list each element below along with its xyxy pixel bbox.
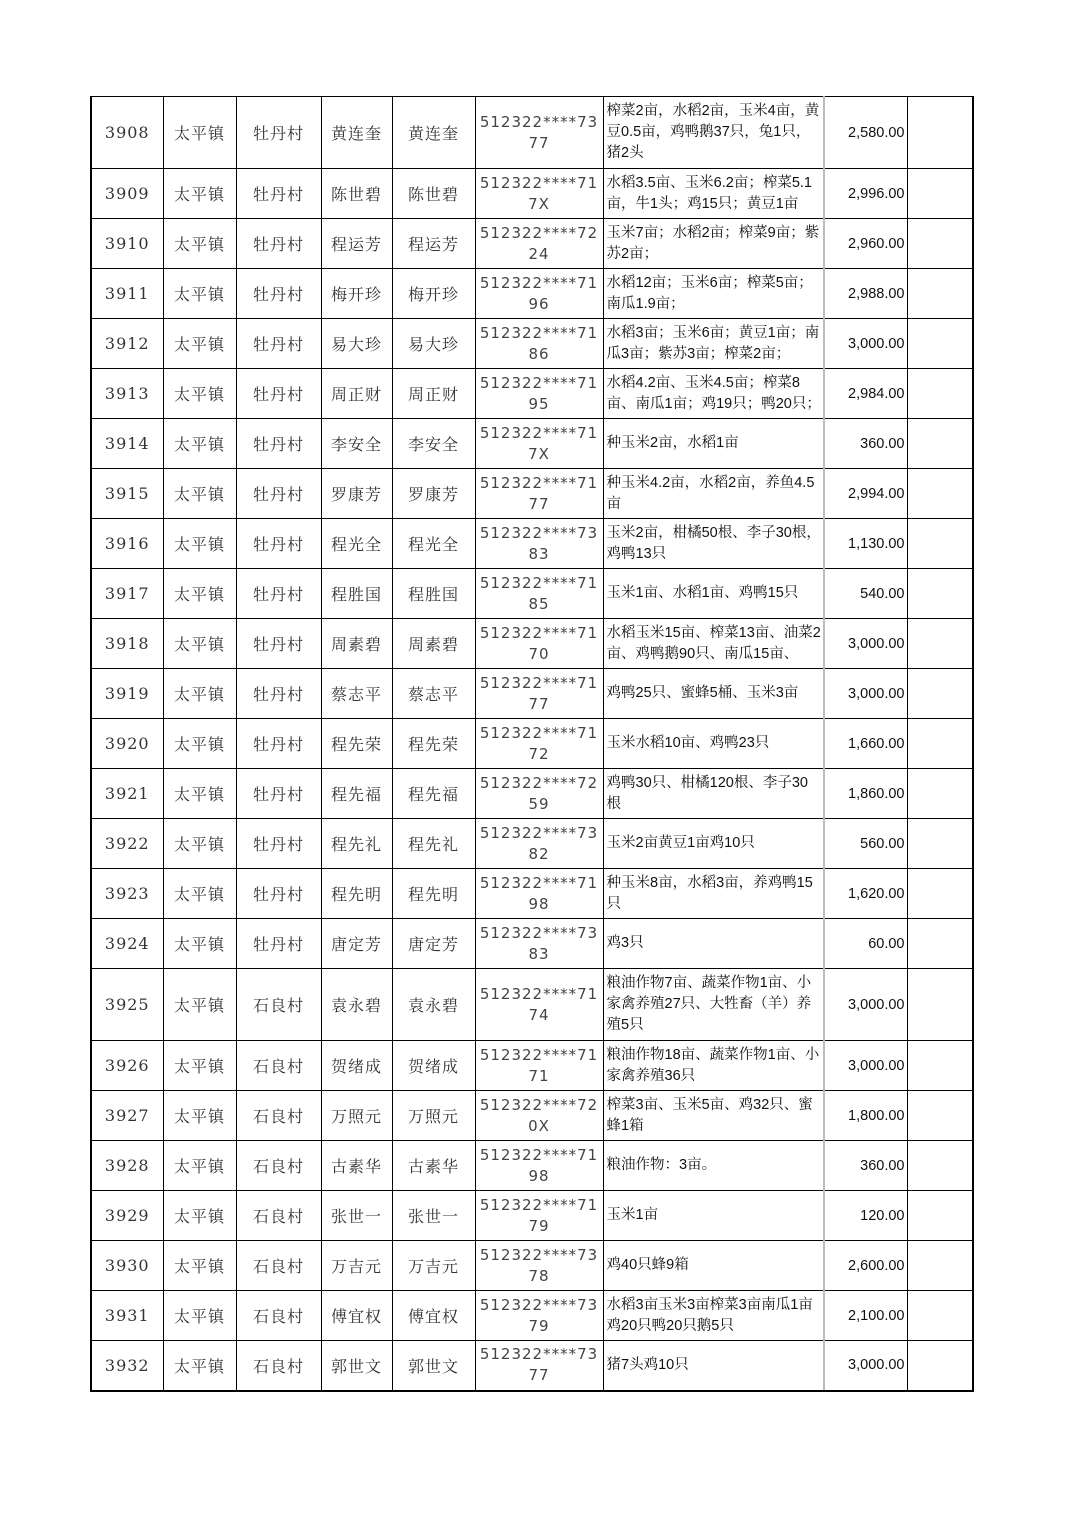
household-head-cell: 袁永碧 xyxy=(321,969,392,1041)
village-cell: 牡丹村 xyxy=(236,669,321,719)
remarks-cell xyxy=(907,469,973,519)
id-number-cell: 512322****7179 xyxy=(475,1191,603,1241)
town-cell: 太平镇 xyxy=(163,1091,236,1141)
household-head-cell: 贺绪成 xyxy=(321,1041,392,1091)
id-number-cell: 512322****7177 xyxy=(475,469,603,519)
remarks-cell xyxy=(907,969,973,1041)
town-cell: 太平镇 xyxy=(163,369,236,419)
production-description-cell xyxy=(603,769,824,819)
remarks-cell xyxy=(907,1141,973,1191)
town-cell: 太平镇 xyxy=(163,919,236,969)
remarks-cell xyxy=(907,319,973,369)
subsidy-amount-cell: 3,000.00 xyxy=(824,619,907,669)
row-number-cell: 3911 xyxy=(91,269,163,319)
household-head-cell: 程先荣 xyxy=(321,719,392,769)
id-number-cell: 512322****7382 xyxy=(475,819,603,869)
production-description-cell xyxy=(603,419,824,469)
remarks-cell xyxy=(907,719,973,769)
table-row xyxy=(91,169,973,219)
household-head-cell: 程运芳 xyxy=(321,219,392,269)
subsidy-amount-cell: 2,994.00 xyxy=(824,469,907,519)
recipient-name-cell: 万照元 xyxy=(392,1091,475,1141)
table-row xyxy=(91,419,973,469)
production-description-cell xyxy=(603,719,824,769)
village-cell: 牡丹村 xyxy=(236,219,321,269)
recipient-name-cell: 程光全 xyxy=(392,519,475,569)
household-head-cell: 唐定芳 xyxy=(321,919,392,969)
recipient-name-cell: 万吉元 xyxy=(392,1241,475,1291)
recipient-name-cell: 袁永碧 xyxy=(392,969,475,1041)
row-number-cell: 3932 xyxy=(91,1341,163,1391)
subsidy-amount-cell: 1,660.00 xyxy=(824,719,907,769)
town-cell: 太平镇 xyxy=(163,619,236,669)
town-cell: 太平镇 xyxy=(163,1241,236,1291)
recipient-name-cell: 程先礼 xyxy=(392,819,475,869)
household-head-cell: 周素碧 xyxy=(321,619,392,669)
recipient-name-cell: 郭世文 xyxy=(392,1341,475,1391)
village-cell: 石良村 xyxy=(236,1341,321,1391)
subsidy-amount-cell: 2,580.00 xyxy=(824,97,907,169)
remarks-cell xyxy=(907,269,973,319)
subsidy-amount-cell: 120.00 xyxy=(824,1191,907,1241)
id-number-cell: 512322****7198 xyxy=(475,1141,603,1191)
table-row xyxy=(91,519,973,569)
production-description-cell xyxy=(603,569,824,619)
village-cell: 牡丹村 xyxy=(236,919,321,969)
village-cell: 牡丹村 xyxy=(236,469,321,519)
description-text: 种玉米2亩，水稻1亩 xyxy=(606,435,739,451)
row-number-cell: 3926 xyxy=(91,1041,163,1091)
town-cell: 太平镇 xyxy=(163,1191,236,1241)
town-cell: 太平镇 xyxy=(163,869,236,919)
production-description-cell xyxy=(603,1241,824,1291)
description-text: 种玉米4.2亩，水稻2亩，养鱼4.5亩 xyxy=(606,474,815,512)
remarks-cell xyxy=(907,1241,973,1291)
description-text: 榨菜3亩、玉米5亩、鸡32只、蜜蜂1箱 xyxy=(606,1096,813,1134)
recipient-name-cell: 易大珍 xyxy=(392,319,475,369)
row-number-cell: 3929 xyxy=(91,1191,163,1241)
household-head-cell: 程光全 xyxy=(321,519,392,569)
village-cell: 石良村 xyxy=(236,1191,321,1241)
village-cell: 牡丹村 xyxy=(236,619,321,669)
town-cell: 太平镇 xyxy=(163,969,236,1041)
description-text: 玉米7亩；水稻2亩；榨菜9亩；紫苏2亩； xyxy=(606,224,820,262)
row-number-cell: 3912 xyxy=(91,319,163,369)
household-head-cell: 万吉元 xyxy=(321,1241,392,1291)
table-row xyxy=(91,1241,973,1291)
remarks-cell xyxy=(907,1191,973,1241)
village-cell: 牡丹村 xyxy=(236,319,321,369)
row-number-cell: 3922 xyxy=(91,819,163,869)
table-row xyxy=(91,969,973,1041)
subsidy-amount-cell: 360.00 xyxy=(824,1141,907,1191)
subsidy-amount-cell: 1,860.00 xyxy=(824,769,907,819)
recipient-name-cell: 张世一 xyxy=(392,1191,475,1241)
description-text: 水稻3.5亩、玉米6.2亩；榨菜5.1亩，牛1头；鸡15只；黄豆1亩 xyxy=(606,174,812,212)
recipient-name-cell: 程先福 xyxy=(392,769,475,819)
id-number-cell: 512322****7186 xyxy=(475,319,603,369)
household-head-cell: 黄连奎 xyxy=(321,97,392,169)
table-row xyxy=(91,269,973,319)
description-text: 鸡40只蜂9箱 xyxy=(606,1257,689,1273)
production-description-cell xyxy=(603,619,824,669)
row-number-cell: 3910 xyxy=(91,219,163,269)
description-text: 水稻玉米15亩、榨菜13亩、油菜2亩、鸡鸭鹅90只、南瓜15亩、 xyxy=(606,624,821,662)
description-text: 鸡鸭25只、蜜蜂5桶、玉米3亩 xyxy=(606,685,799,701)
description-text: 水稻3亩玉米3亩榨菜3亩南瓜1亩鸡20只鸭20只鹅5只 xyxy=(606,1296,813,1334)
production-description-cell xyxy=(603,1291,824,1341)
table-row xyxy=(91,1191,973,1241)
town-cell: 太平镇 xyxy=(163,1341,236,1391)
household-head-cell: 傅宜权 xyxy=(321,1291,392,1341)
description-text: 玉米1亩、水稻1亩、鸡鸭15只 xyxy=(606,585,799,601)
village-cell: 牡丹村 xyxy=(236,569,321,619)
recipient-name-cell: 程胜国 xyxy=(392,569,475,619)
production-description-cell xyxy=(603,369,824,419)
description-text: 水稻3亩；玉米6亩；黄豆1亩；南瓜3亩；紫苏3亩；榨菜2亩； xyxy=(606,324,820,362)
id-number-cell: 512322****7383 xyxy=(475,919,603,969)
subsidy-amount-cell: 2,988.00 xyxy=(824,269,907,319)
description-text: 粮油作物：3亩。 xyxy=(606,1157,717,1173)
table-row xyxy=(91,719,973,769)
subsidy-amount-cell: 2,100.00 xyxy=(824,1291,907,1341)
village-cell: 牡丹村 xyxy=(236,369,321,419)
recipient-name-cell: 程先荣 xyxy=(392,719,475,769)
production-description-cell xyxy=(603,269,824,319)
remarks-cell xyxy=(907,1291,973,1341)
recipient-name-cell: 周素碧 xyxy=(392,619,475,669)
remarks-cell xyxy=(907,619,973,669)
household-head-cell: 李安全 xyxy=(321,419,392,469)
description-text: 粮油作物18亩、蔬菜作物1亩、小家禽养殖36只 xyxy=(606,1046,820,1084)
town-cell: 太平镇 xyxy=(163,519,236,569)
table-row xyxy=(91,97,973,169)
table-row xyxy=(91,469,973,519)
remarks-cell xyxy=(907,419,973,469)
production-description-cell xyxy=(603,919,824,969)
remarks-cell xyxy=(907,97,973,169)
id-number-cell: 512322****7377 xyxy=(475,1341,603,1391)
row-number-cell: 3927 xyxy=(91,1091,163,1141)
recipient-name-cell: 周正财 xyxy=(392,369,475,419)
town-cell: 太平镇 xyxy=(163,569,236,619)
id-number-cell: 512322****7377 xyxy=(475,97,603,169)
household-head-cell: 罗康芳 xyxy=(321,469,392,519)
production-description-cell xyxy=(603,969,824,1041)
table-row xyxy=(91,1041,973,1091)
town-cell: 太平镇 xyxy=(163,819,236,869)
recipient-name-cell: 李安全 xyxy=(392,419,475,469)
row-number-cell: 3919 xyxy=(91,669,163,719)
row-number-cell: 3918 xyxy=(91,619,163,669)
recipient-name-cell: 程先明 xyxy=(392,869,475,919)
description-text: 榨菜2亩，水稻2亩，玉米4亩，黄豆0.5亩，鸡鸭鹅37只，兔1只，猪2头 xyxy=(606,103,820,161)
description-text: 玉米水稻10亩、鸡鸭23只 xyxy=(606,735,770,751)
production-description-cell xyxy=(603,1091,824,1141)
subsidy-amount-cell: 360.00 xyxy=(824,419,907,469)
id-number-cell: 512322****7177 xyxy=(475,669,603,719)
household-head-cell: 程先福 xyxy=(321,769,392,819)
household-head-cell: 蔡志平 xyxy=(321,669,392,719)
subsidy-amount-cell: 3,000.00 xyxy=(824,669,907,719)
table-row xyxy=(91,669,973,719)
village-cell: 石良村 xyxy=(236,1241,321,1291)
household-head-cell: 程先明 xyxy=(321,869,392,919)
household-head-cell: 万照元 xyxy=(321,1091,392,1141)
description-text: 玉米2亩黄豆1亩鸡10只 xyxy=(606,835,755,851)
row-number-cell: 3909 xyxy=(91,169,163,219)
subsidy-table-sheet xyxy=(90,96,974,1392)
description-text: 玉米1亩 xyxy=(606,1207,659,1223)
production-description-cell xyxy=(603,819,824,869)
household-head-cell: 陈世碧 xyxy=(321,169,392,219)
table-row xyxy=(91,1341,973,1391)
village-cell: 石良村 xyxy=(236,1141,321,1191)
production-description-cell xyxy=(603,219,824,269)
village-cell: 石良村 xyxy=(236,1291,321,1341)
remarks-cell xyxy=(907,869,973,919)
town-cell: 太平镇 xyxy=(163,419,236,469)
description-text: 猪7头鸡10只 xyxy=(606,1356,689,1373)
subsidy-amount-cell: 1,130.00 xyxy=(824,519,907,569)
description-text: 种玉米8亩，水稻3亩，养鸡鸭15只 xyxy=(606,874,813,912)
town-cell: 太平镇 xyxy=(163,719,236,769)
production-description-cell xyxy=(603,1041,824,1091)
row-number-cell: 3913 xyxy=(91,369,163,419)
recipient-name-cell: 古素华 xyxy=(392,1141,475,1191)
id-number-cell: 512322****7171 xyxy=(475,1041,603,1091)
production-description-cell xyxy=(603,469,824,519)
town-cell: 太平镇 xyxy=(163,669,236,719)
id-number-cell: 512322****7224 xyxy=(475,219,603,269)
town-cell: 太平镇 xyxy=(163,1141,236,1191)
subsidy-amount-cell: 2,600.00 xyxy=(824,1241,907,1291)
row-number-cell: 3930 xyxy=(91,1241,163,1291)
recipient-name-cell: 唐定芳 xyxy=(392,919,475,969)
village-cell: 牡丹村 xyxy=(236,769,321,819)
village-cell: 牡丹村 xyxy=(236,97,321,169)
id-number-cell: 512322****7378 xyxy=(475,1241,603,1291)
town-cell: 太平镇 xyxy=(163,97,236,169)
id-number-cell: 512322****7172 xyxy=(475,719,603,769)
town-cell: 太平镇 xyxy=(163,319,236,369)
production-description-cell xyxy=(603,1341,824,1391)
table-body xyxy=(91,97,973,1391)
household-head-cell: 张世一 xyxy=(321,1191,392,1241)
row-number-cell: 3914 xyxy=(91,419,163,469)
household-head-cell: 程先礼 xyxy=(321,819,392,869)
village-cell: 石良村 xyxy=(236,1091,321,1141)
row-number-cell: 3908 xyxy=(91,97,163,169)
town-cell: 太平镇 xyxy=(163,1041,236,1091)
town-cell: 太平镇 xyxy=(163,1291,236,1341)
id-number-cell: 512322****7196 xyxy=(475,269,603,319)
subsidy-amount-cell: 2,984.00 xyxy=(824,369,907,419)
subsidy-amount-cell: 3,000.00 xyxy=(824,1341,907,1391)
household-head-cell: 程胜国 xyxy=(321,569,392,619)
id-number-cell: 512322****7259 xyxy=(475,769,603,819)
id-number-cell: 512322****7195 xyxy=(475,369,603,419)
id-number-cell: 512322****7379 xyxy=(475,1291,603,1341)
subsidy-amount-cell: 1,620.00 xyxy=(824,869,907,919)
description-text: 水稻4.2亩、玉米4.5亩；榨菜8亩、南瓜1亩；鸡19只；鸭20只； xyxy=(606,374,821,412)
village-cell: 石良村 xyxy=(236,1041,321,1091)
subsidy-amount-cell: 3,000.00 xyxy=(824,969,907,1041)
row-number-cell: 3915 xyxy=(91,469,163,519)
recipient-name-cell: 黄连奎 xyxy=(392,97,475,169)
town-cell: 太平镇 xyxy=(163,269,236,319)
id-number-cell: 512322****720X xyxy=(475,1091,603,1141)
recipient-name-cell: 程运芳 xyxy=(392,219,475,269)
village-cell: 牡丹村 xyxy=(236,719,321,769)
remarks-cell xyxy=(907,569,973,619)
subsidy-amount-cell: 3,000.00 xyxy=(824,319,907,369)
table-row xyxy=(91,569,973,619)
remarks-cell xyxy=(907,669,973,719)
remarks-cell xyxy=(907,1041,973,1091)
remarks-cell xyxy=(907,1091,973,1141)
table-row xyxy=(91,769,973,819)
remarks-cell xyxy=(907,1341,973,1391)
table-row xyxy=(91,1091,973,1141)
table-row xyxy=(91,1141,973,1191)
remarks-cell xyxy=(907,219,973,269)
village-cell: 牡丹村 xyxy=(236,519,321,569)
household-head-cell: 易大珍 xyxy=(321,319,392,369)
village-cell: 石良村 xyxy=(236,969,321,1041)
recipient-name-cell: 陈世碧 xyxy=(392,169,475,219)
row-number-cell: 3924 xyxy=(91,919,163,969)
table-row xyxy=(91,619,973,669)
remarks-cell xyxy=(907,919,973,969)
subsidy-amount-cell: 1,800.00 xyxy=(824,1091,907,1141)
row-number-cell: 3923 xyxy=(91,869,163,919)
village-cell: 牡丹村 xyxy=(236,419,321,469)
production-description-cell xyxy=(603,1141,824,1191)
production-description-cell xyxy=(603,519,824,569)
town-cell: 太平镇 xyxy=(163,169,236,219)
subsidy-amount-cell: 60.00 xyxy=(824,919,907,969)
household-head-cell: 古素华 xyxy=(321,1141,392,1191)
row-number-cell: 3920 xyxy=(91,719,163,769)
remarks-cell xyxy=(907,769,973,819)
id-number-cell: 512322****717X xyxy=(475,169,603,219)
production-description-cell xyxy=(603,169,824,219)
remarks-cell xyxy=(907,369,973,419)
table-row xyxy=(91,319,973,369)
description-text: 水稻12亩；玉米6亩；榨菜5亩；南瓜1.9亩； xyxy=(606,274,813,312)
town-cell: 太平镇 xyxy=(163,219,236,269)
row-number-cell: 3916 xyxy=(91,519,163,569)
id-number-cell: 512322****7383 xyxy=(475,519,603,569)
row-number-cell: 3917 xyxy=(91,569,163,619)
table-row xyxy=(91,1291,973,1341)
recipient-name-cell: 蔡志平 xyxy=(392,669,475,719)
subsidy-amount-cell: 2,996.00 xyxy=(824,169,907,219)
table-row xyxy=(91,919,973,969)
description-text: 鸡鸭30只、柑橘120根、李子30根 xyxy=(606,774,808,812)
subsidy-amount-cell: 3,000.00 xyxy=(824,1041,907,1091)
production-description-cell xyxy=(603,319,824,369)
recipient-name-cell: 梅开珍 xyxy=(392,269,475,319)
production-description-cell xyxy=(603,97,824,169)
production-description-cell xyxy=(603,869,824,919)
id-number-cell: 512322****7174 xyxy=(475,969,603,1041)
id-number-cell: 512322****7170 xyxy=(475,619,603,669)
remarks-cell xyxy=(907,819,973,869)
table-row xyxy=(91,219,973,269)
production-description-cell xyxy=(603,669,824,719)
recipient-name-cell: 傅宜权 xyxy=(392,1291,475,1341)
subsidy-table xyxy=(90,96,974,1392)
village-cell: 牡丹村 xyxy=(236,869,321,919)
subsidy-amount-cell: 2,960.00 xyxy=(824,219,907,269)
subsidy-amount-cell: 560.00 xyxy=(824,819,907,869)
id-number-cell: 512322****717X xyxy=(475,419,603,469)
remarks-cell xyxy=(907,519,973,569)
row-number-cell: 3925 xyxy=(91,969,163,1041)
household-head-cell: 梅开珍 xyxy=(321,269,392,319)
town-cell: 太平镇 xyxy=(163,769,236,819)
id-number-cell: 512322****7198 xyxy=(475,869,603,919)
village-cell: 牡丹村 xyxy=(236,269,321,319)
row-number-cell: 3931 xyxy=(91,1291,163,1341)
description-text: 鸡3只 xyxy=(606,935,644,951)
recipient-name-cell: 贺绪成 xyxy=(392,1041,475,1091)
town-cell: 太平镇 xyxy=(163,469,236,519)
description-text: 玉米2亩，柑橘50根、李子30根，鸡鸭13只 xyxy=(606,524,821,562)
table-row xyxy=(91,819,973,869)
remarks-cell xyxy=(907,169,973,219)
village-cell: 牡丹村 xyxy=(236,819,321,869)
household-head-cell: 郭世文 xyxy=(321,1341,392,1391)
table-row xyxy=(91,869,973,919)
table-row xyxy=(91,369,973,419)
household-head-cell: 周正财 xyxy=(321,369,392,419)
production-description-cell xyxy=(603,1191,824,1241)
description-text: 粮油作物7亩、蔬菜作物1亩、小家禽养殖27只、大牲畜（羊）养殖5只 xyxy=(606,975,812,1033)
row-number-cell: 3921 xyxy=(91,769,163,819)
recipient-name-cell: 罗康芳 xyxy=(392,469,475,519)
subsidy-amount-cell: 540.00 xyxy=(824,569,907,619)
id-number-cell: 512322****7185 xyxy=(475,569,603,619)
row-number-cell: 3928 xyxy=(91,1141,163,1191)
village-cell: 牡丹村 xyxy=(236,169,321,219)
